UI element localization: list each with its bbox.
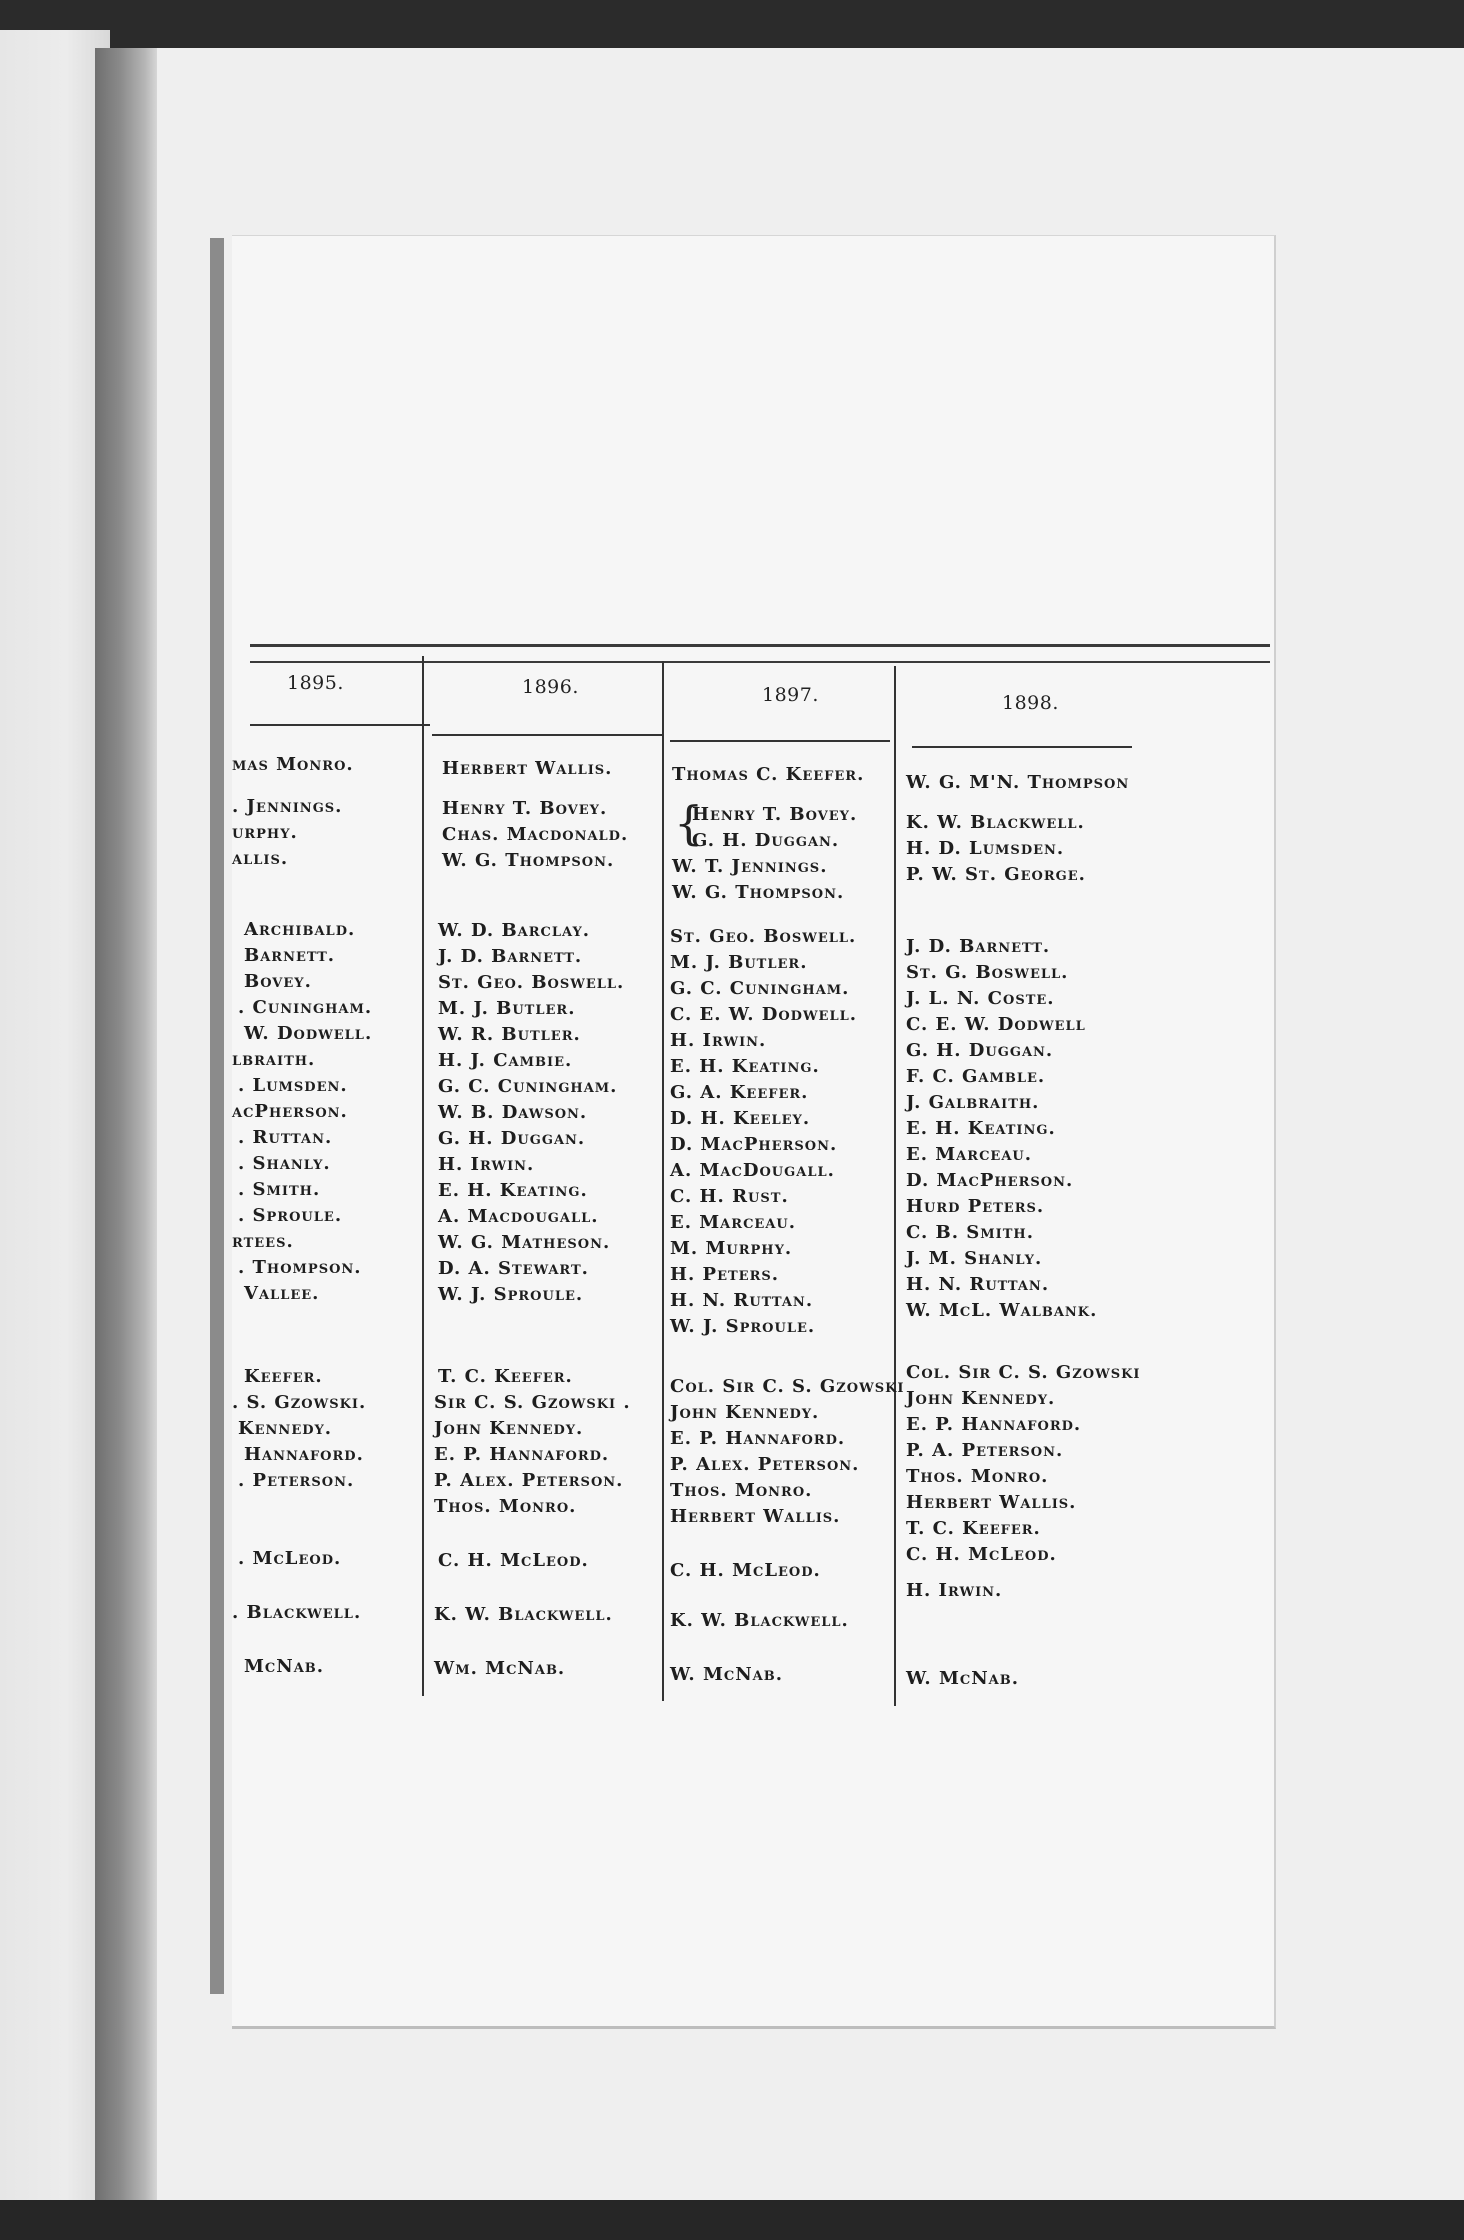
column-divider-3 bbox=[894, 666, 896, 1706]
list-item: E. Marceau. bbox=[670, 1212, 797, 1233]
list-item: W. R. Butler. bbox=[438, 1024, 581, 1045]
list-item: W. G. Thompson. bbox=[672, 882, 845, 903]
list-item: Thos. Monro. bbox=[434, 1496, 577, 1517]
list-item: D. A. Stewart. bbox=[438, 1258, 589, 1279]
list-item: T. C. Keefer. bbox=[906, 1518, 1041, 1539]
list-item: McNab. bbox=[244, 1656, 325, 1677]
list-item: M. J. Butler. bbox=[670, 952, 808, 973]
list-item: W. J. Sproule. bbox=[438, 1284, 584, 1305]
list-item: P. A. Peterson. bbox=[906, 1440, 1064, 1461]
list-item: allis. bbox=[232, 848, 289, 869]
list-item: G. H. Duggan. bbox=[438, 1128, 586, 1149]
list-item: C. H. McLeod. bbox=[670, 1560, 821, 1581]
list-item: J. D. Barnett. bbox=[438, 946, 583, 967]
list-item: Hannaford. bbox=[244, 1444, 364, 1465]
list-item: H. N. Ruttan. bbox=[670, 1290, 814, 1311]
list-item: Herbert Wallis. bbox=[670, 1506, 841, 1527]
list-item: D. MacPherson. bbox=[670, 1134, 838, 1155]
list-item: H. Irwin. bbox=[670, 1030, 767, 1051]
list-item: E. H. Keating. bbox=[438, 1180, 588, 1201]
list-item: W. B. Dawson. bbox=[438, 1102, 588, 1123]
list-item: G. H. Duggan. bbox=[906, 1040, 1054, 1061]
header-1896: 1896. bbox=[522, 676, 579, 698]
list-item: Kennedy. bbox=[238, 1418, 333, 1439]
list-item: C. H. McLeod. bbox=[438, 1550, 589, 1571]
list-item: Sir C. S. Gzowski . bbox=[434, 1392, 631, 1413]
list-item: John Kennedy. bbox=[670, 1402, 820, 1423]
list-item: W. McL. Walbank. bbox=[906, 1300, 1098, 1321]
list-item: E. H. Keating. bbox=[670, 1056, 820, 1077]
list-item: W. G. M'N. Thompson bbox=[906, 772, 1130, 793]
list-item: Col. Sir C. S. Gzowski bbox=[670, 1376, 905, 1397]
tipped-in-table-sheet bbox=[232, 235, 1276, 2029]
list-item: G. C. Cuningham. bbox=[670, 978, 850, 999]
list-item: Thomas C. Keefer. bbox=[672, 764, 865, 785]
list-item: H. Peters. bbox=[670, 1264, 780, 1285]
list-item: Henry T. Bovey. bbox=[692, 804, 858, 825]
list-item: St. Geo. Boswell. bbox=[438, 972, 625, 993]
list-item: W. Dodwell. bbox=[244, 1023, 373, 1044]
list-item: E. P. Hannaford. bbox=[434, 1444, 610, 1465]
list-item: . Blackwell. bbox=[232, 1602, 362, 1623]
list-item: C. H. McLeod. bbox=[906, 1544, 1057, 1565]
list-item: urphy. bbox=[232, 822, 298, 843]
list-item: M. Murphy. bbox=[670, 1238, 793, 1259]
list-item: . McLeod. bbox=[238, 1548, 342, 1569]
list-item: rtees. bbox=[232, 1231, 294, 1252]
list-item: P. Alex. Peterson. bbox=[434, 1470, 624, 1491]
list-item: C. E. W. Dodwell bbox=[906, 1014, 1086, 1035]
list-item: St. Geo. Boswell. bbox=[670, 926, 857, 947]
insert-edge-shadow bbox=[210, 238, 224, 1994]
header-1897: 1897. bbox=[762, 684, 819, 706]
list-item: H. Irwin. bbox=[438, 1154, 535, 1175]
list-item: St. G. Boswell. bbox=[906, 962, 1069, 983]
list-item: Thos. Monro. bbox=[906, 1466, 1049, 1487]
list-item: Hurd Peters. bbox=[906, 1196, 1045, 1217]
list-item: Bovey. bbox=[244, 971, 312, 992]
list-item: Barnett. bbox=[244, 945, 336, 966]
list-item: E. H. Keating. bbox=[906, 1118, 1056, 1139]
header-1898: 1898. bbox=[1002, 692, 1059, 714]
list-item: acPherson. bbox=[232, 1101, 348, 1122]
list-item: E. Marceau. bbox=[906, 1144, 1033, 1165]
list-item: W. G. Matheson. bbox=[438, 1232, 611, 1253]
list-item: W. J. Sproule. bbox=[670, 1316, 816, 1337]
list-item: W. McNab. bbox=[906, 1668, 1020, 1689]
list-item: H. D. Lumsden. bbox=[906, 838, 1065, 859]
list-item: W. D. Barclay. bbox=[438, 920, 591, 941]
list-item: Thos. Monro. bbox=[670, 1480, 813, 1501]
list-item: T. C. Keefer. bbox=[438, 1366, 573, 1387]
list-item: F. C. Gamble. bbox=[906, 1066, 1046, 1087]
list-item: E. P. Hannaford. bbox=[670, 1428, 846, 1449]
list-item: A. MacDougall. bbox=[670, 1160, 835, 1181]
list-item: C. H. Rust. bbox=[670, 1186, 789, 1207]
list-item: G. C. Cuningham. bbox=[438, 1076, 618, 1097]
list-item: . Shanly. bbox=[238, 1153, 331, 1174]
list-item: J. L. N. Coste. bbox=[906, 988, 1055, 1009]
list-item: J. D. Barnett. bbox=[906, 936, 1051, 957]
list-item: H. N. Ruttan. bbox=[906, 1274, 1050, 1295]
list-item: . Peterson. bbox=[238, 1470, 355, 1491]
list-item: W. McNab. bbox=[670, 1664, 784, 1685]
list-item: . Jennings. bbox=[232, 796, 343, 817]
list-item: E. P. Hannaford. bbox=[906, 1414, 1082, 1435]
column-divider-1 bbox=[422, 656, 424, 1696]
list-item: . Ruttan. bbox=[238, 1127, 333, 1148]
list-item: Wm. McNab. bbox=[434, 1658, 566, 1679]
list-item: P. W. St. George. bbox=[906, 864, 1086, 885]
list-item: Chas. Macdonald. bbox=[442, 824, 629, 845]
list-item: H. Irwin. bbox=[906, 1580, 1003, 1601]
list-item: D. MacPherson. bbox=[906, 1170, 1074, 1191]
list-item: lbraith. bbox=[232, 1049, 316, 1070]
scan-border-bottom bbox=[0, 2200, 1464, 2240]
list-item: M. J. Butler. bbox=[438, 998, 576, 1019]
list-item: J. M. Shanly. bbox=[906, 1248, 1043, 1269]
list-item: Herbert Wallis. bbox=[442, 758, 613, 779]
list-item: Col. Sir C. S. Gzowski bbox=[906, 1362, 1141, 1383]
list-item: Keefer. bbox=[244, 1366, 323, 1387]
list-item: mas Monro. bbox=[232, 754, 354, 775]
list-item: G. H. Duggan. bbox=[692, 830, 840, 851]
list-item: John Kennedy. bbox=[434, 1418, 584, 1439]
brace-glyph: { bbox=[674, 796, 704, 850]
list-item: J. Galbraith. bbox=[906, 1092, 1040, 1113]
list-item: W. T. Jennings. bbox=[672, 856, 828, 877]
list-item: . Cuningham. bbox=[238, 997, 373, 1018]
list-item: . Smith. bbox=[238, 1179, 321, 1200]
list-item: Archibald. bbox=[244, 919, 356, 940]
list-item: D. H. Keeley. bbox=[670, 1108, 811, 1129]
list-item: . S. Gzowski. bbox=[232, 1392, 367, 1413]
list-item: Vallee. bbox=[244, 1283, 320, 1304]
list-item: C. B. Smith. bbox=[906, 1222, 1034, 1243]
list-item: W. G. Thompson. bbox=[442, 850, 615, 871]
list-item: A. Macdougall. bbox=[438, 1206, 599, 1227]
list-item: K. W. Blackwell. bbox=[434, 1604, 613, 1625]
list-item: . Lumsden. bbox=[238, 1075, 348, 1096]
table-top-rule bbox=[250, 644, 1270, 663]
left-facing-page bbox=[0, 30, 110, 2210]
list-item: C. E. W. Dodwell. bbox=[670, 1004, 858, 1025]
list-item: P. Alex. Peterson. bbox=[670, 1454, 860, 1475]
header-1895: 1895. bbox=[287, 672, 344, 694]
column-divider-2 bbox=[662, 661, 664, 1701]
list-item: G. A. Keefer. bbox=[670, 1082, 809, 1103]
list-item: H. J. Cambie. bbox=[438, 1050, 573, 1071]
header-underline-1896 bbox=[432, 734, 662, 736]
list-item: K. W. Blackwell. bbox=[670, 1610, 849, 1631]
list-item: . Sproule. bbox=[238, 1205, 343, 1226]
list-item: Herbert Wallis. bbox=[906, 1492, 1077, 1513]
list-item: . Thompson. bbox=[238, 1257, 362, 1278]
list-item: John Kennedy. bbox=[906, 1388, 1056, 1409]
header-underline-1895 bbox=[250, 724, 430, 726]
header-underline-1897 bbox=[670, 740, 890, 742]
scan-border-top bbox=[0, 0, 1464, 50]
book-spine-shadow bbox=[95, 48, 157, 2208]
list-item: Henry T. Bovey. bbox=[442, 798, 608, 819]
list-item: K. W. Blackwell. bbox=[906, 812, 1085, 833]
header-underline-1898 bbox=[912, 746, 1132, 748]
